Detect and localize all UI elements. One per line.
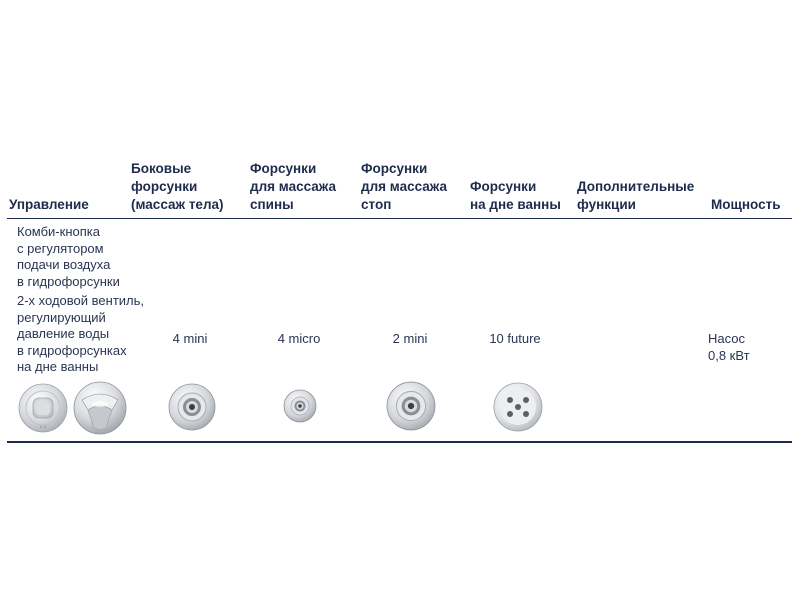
combo-button-description: Комби-кнопка с регулятором подачи воздуха в гидрофорсунки xyxy=(17,224,120,289)
svg-text:o o: o o xyxy=(39,424,47,429)
header-side-jets: Боковые форсунки (массаж тела) xyxy=(131,161,224,212)
header-divider xyxy=(7,218,792,219)
power-value: Насос 0,8 кВт xyxy=(708,331,750,363)
micro-jet-icon xyxy=(283,389,317,423)
valve-description: 2-х ходовой вентиль, регулирующий давление воды в гидрофорсунках на дне ванны xyxy=(17,293,145,374)
header-back-jets: Форсунки для массажа спины xyxy=(250,161,337,212)
header-control: Управление xyxy=(9,197,89,212)
header-feet-jets: Форсунки для массажа стоп xyxy=(361,161,448,212)
table-bottom-divider xyxy=(7,441,792,443)
combi-button-icon xyxy=(18,383,68,433)
mini-jet-icon xyxy=(168,383,216,431)
bottom-jets-value: 10 future xyxy=(489,331,541,346)
header-power: Мощность xyxy=(711,197,781,212)
future-jet-icon xyxy=(493,382,543,432)
valve-icon xyxy=(72,380,128,436)
side-jets-value: 4 mini xyxy=(172,331,208,346)
mini-jet-icon xyxy=(386,381,436,431)
back-jets-value: 4 micro xyxy=(277,331,321,346)
header-bottom-jets: Форсунки на дне ванны xyxy=(470,179,561,212)
header-extra-functions: Дополнительные функции xyxy=(577,179,695,212)
feet-jets-value: 2 mini xyxy=(392,331,428,346)
